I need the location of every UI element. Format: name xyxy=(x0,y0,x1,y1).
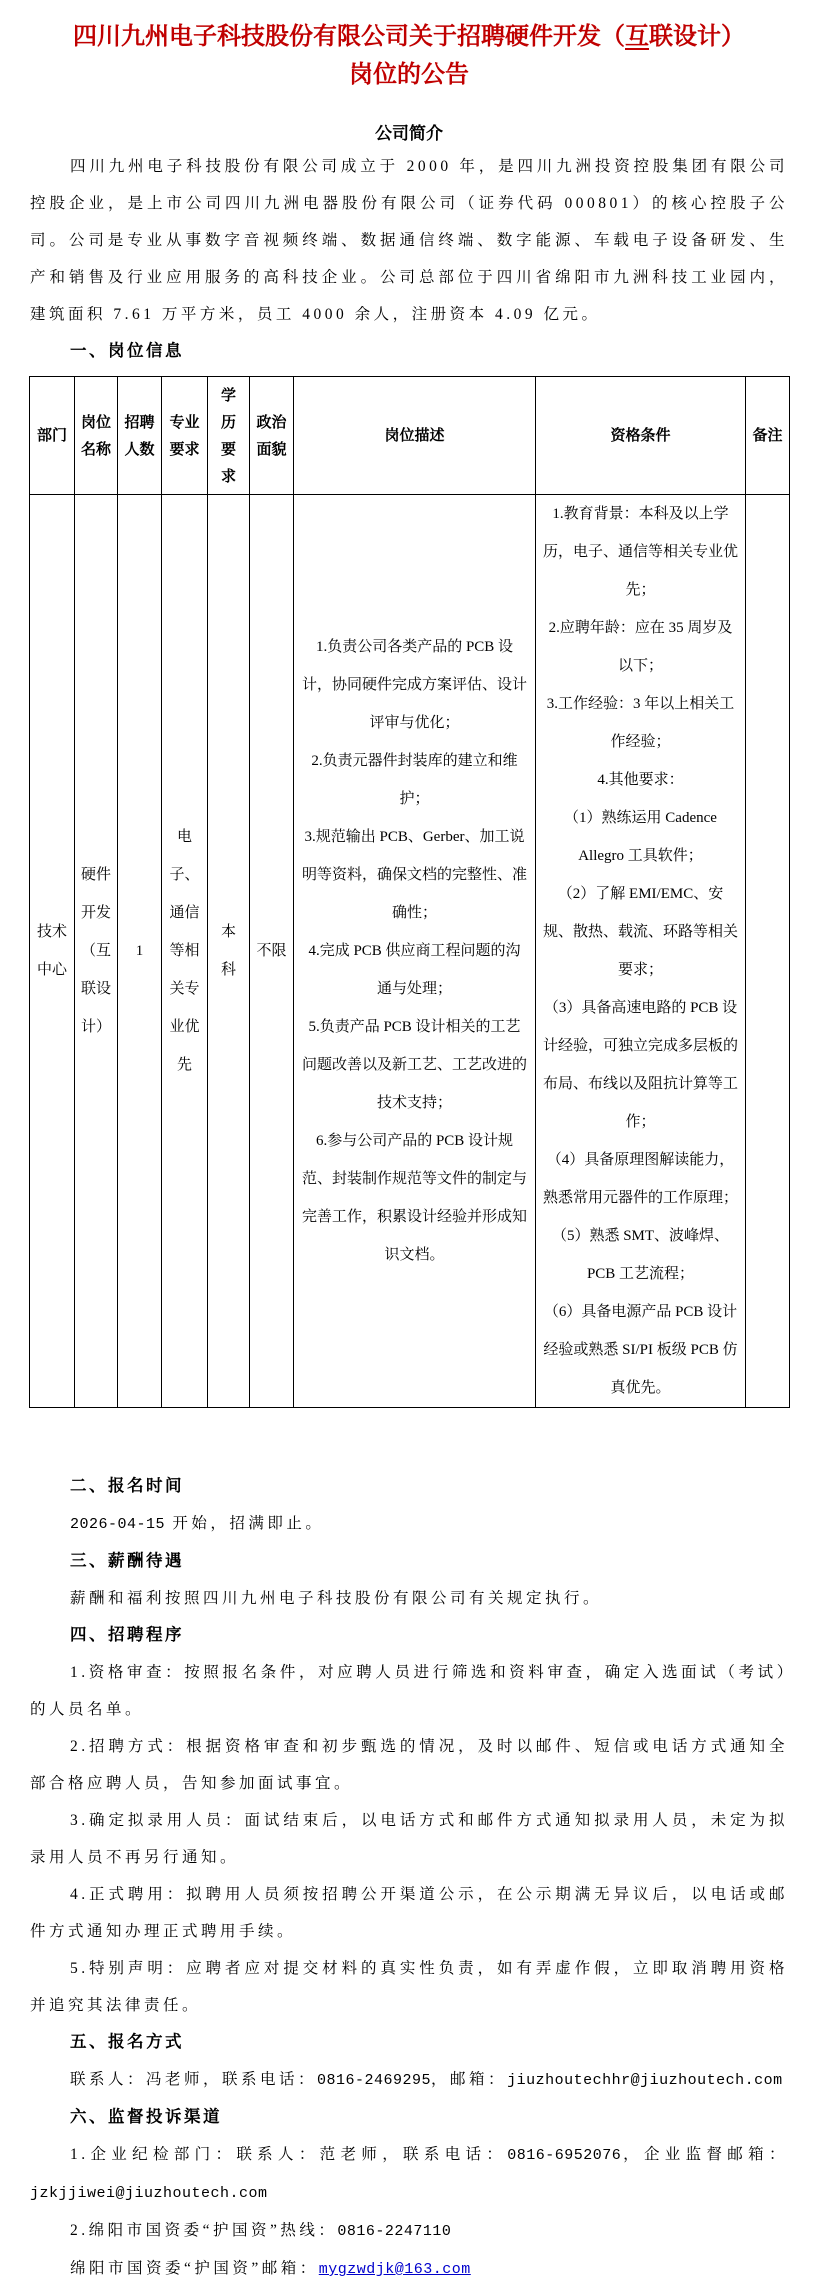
cell-paragraph: （5）熟悉 SMT、波峰焊、PCB 工艺流程； xyxy=(551,1228,730,1282)
cell-paragraph: 4.完成 PCB 供应商工程问题的沟通与处理； xyxy=(308,943,521,997)
title-underlined-char: 互 xyxy=(625,24,649,50)
cell-paragraph: （1）熟练运用 Cadence Allegro 工具软件； xyxy=(564,810,717,864)
document-sections xyxy=(0,1468,818,2288)
cell-major: 电子、通信等相关专业优先 xyxy=(162,495,208,1408)
spacer xyxy=(0,1408,818,1468)
job-info-table xyxy=(29,376,790,1408)
cell-paragraph: 5.负责产品 PCB 设计相关的工艺问题改善以及新工艺、工艺改进的技术支持； xyxy=(301,1019,527,1111)
cell-paragraph: （6）具备电源产品 PCB 设计经验或熟悉 SI/PI 板级 PCB 仿真优先。 xyxy=(543,1304,738,1396)
col-header-political-status: 政治面貌 xyxy=(250,377,294,495)
cell-paragraph: 4.其他要求： xyxy=(597,772,684,788)
procedure-item: 2.招聘方式：根据资格审查和初步甄选的情况，及时以邮件、短信或电话方式通知全部合格应聘人员，告知参加面试事宜。 xyxy=(30,1738,788,1792)
col-header-description: 岗位描述 xyxy=(294,377,536,495)
col-header-education: 学历要求 xyxy=(208,377,250,495)
section-heading-salary: 三、薪酬待遇 xyxy=(70,1552,184,1570)
contact-mid: ，邮箱： xyxy=(431,2071,508,2088)
contact-phone: 0816-2469295 xyxy=(317,2072,432,2089)
mailbox-prefix: 绵阳市国资委“护国资”邮箱： xyxy=(70,2260,319,2277)
page-title xyxy=(0,0,818,94)
cell-headcount: 1 xyxy=(118,495,162,1408)
hotline-prefix: 2.绵阳市国资委“护国资”热线： xyxy=(70,2222,338,2239)
supervision-email-link[interactable]: mygzwdjk@163.com xyxy=(318,2261,471,2278)
cell-remark xyxy=(746,495,790,1408)
salary-text: 薪酬和福利按照四川九州电子科技股份有限公司有关规定执行。 xyxy=(70,1590,603,1607)
cell-position: 硬件开发（互联设计） xyxy=(75,495,118,1408)
cell-education: 本科 xyxy=(208,495,250,1408)
table-header-row xyxy=(30,377,790,495)
section-heading-procedure: 四、招聘程序 xyxy=(70,1626,184,1644)
supervision-prefix: 1.企业纪检部门：联系人：范老师，联系电话： xyxy=(70,2146,508,2163)
apply-contact-line xyxy=(30,2061,788,2099)
title-text: 四川九州电子科技股份有限公司关于招聘硬件开发（ xyxy=(73,24,625,50)
col-header-qualifications: 资格条件 xyxy=(536,377,746,495)
section-heading-job-info: 一、岗位信息 xyxy=(70,342,184,360)
cell-paragraph: （4）具备原理图解读能力，熟悉常用元器件的工作原理； xyxy=(543,1152,739,1206)
title-text: 联设计） xyxy=(649,24,745,50)
cell-paragraph: 1.负责公司各类产品的 PCB 设计，协同硬件完成方案评估、设计评审与优化； xyxy=(301,639,527,731)
page-title-line1 xyxy=(0,18,818,56)
supervision-item-1 xyxy=(30,2136,788,2212)
cell-qualifications xyxy=(536,495,746,1408)
cell-paragraph: 6.参与公司产品的 PCB 设计规范、封装制作规范等文件的制定与完善工作，积累设计经验并形成知识文档。 xyxy=(301,1133,527,1263)
section-heading-signup-time: 二、报名时间 xyxy=(70,1477,184,1495)
signup-rest: 开始，招满即止。 xyxy=(165,1515,325,1532)
col-header-position: 岗位名称 xyxy=(75,377,118,495)
cell-paragraph: 1.教育背景：本科及以上学历，电子、通信等相关专业优先； xyxy=(543,506,739,598)
section-heading-apply-method: 五、报名方式 xyxy=(70,2033,184,2051)
procedure-item: 4.正式聘用：拟聘用人员须按招聘公开渠道公示，在公示期满无异议后，以电话或邮件方式通知办理正式聘用手续。 xyxy=(30,1886,788,1940)
supervision-mid: ，企业监督邮箱： xyxy=(621,2146,788,2163)
col-header-major: 专业要求 xyxy=(162,377,208,495)
cell-paragraph: 2.负责元器件封装库的建立和维护； xyxy=(311,753,518,807)
procedure-item: 5.特别声明：应聘者应对提交材料的真实性负责，如有弄虚作假，立即取消聘用资格并追究其法律责任。 xyxy=(30,1960,788,2014)
procedure-item: 1.资格审查：按照报名条件，对应聘人员进行筛选和资料审查，确定入选面试（考试）的人员名单。 xyxy=(30,1664,788,1718)
cell-department: 技术中心 xyxy=(30,495,75,1408)
cell-job-description xyxy=(294,495,536,1408)
supervision-email: jzkjjiwei@jiuzhoutech.com xyxy=(30,2185,268,2202)
cell-paragraph: 2.应聘年龄：应在 35 周岁及以下； xyxy=(548,620,733,674)
hotline-phone: 0816-2247110 xyxy=(337,2223,452,2240)
signup-time-text xyxy=(30,1505,788,1543)
table-row xyxy=(30,495,790,1408)
procedure-item: 3.确定拟录用人员：面试结束后，以电话方式和邮件方式通知拟录用人员，未定为拟录用人员不再另行通知。 xyxy=(30,1812,788,1866)
col-header-remark: 备注 xyxy=(746,377,790,495)
col-header-headcount: 招聘人数 xyxy=(118,377,162,495)
col-header-department: 部门 xyxy=(30,377,75,495)
company-intro-paragraph: 四川九州电子科技股份有限公司成立于 2000 年，是四川九洲投资控股集团有限公司控股企业，是上市公司四川九洲电器股份有限公司（证券代码 000801）的核心控股子公司。公司是专业从事数字音视频终端、数据通信终端、数字能源、车载电子设备研发、生产和销售及行业应用服务的高科技企业。公司总部位于四川省绵阳市九洲科技工业园内，建筑面积 7.61 万平方米，员工 4000 余人，注册资本 4.09 亿元。 xyxy=(30,158,788,323)
contact-email: jiuzhoutechhr@jiuzhoutech.com xyxy=(507,2072,783,2089)
cell-political-status: 不限 xyxy=(250,495,294,1408)
contact-prefix: 联系人：冯老师，联系电话： xyxy=(70,2071,318,2088)
page-title-line2: 岗位的公告 xyxy=(349,62,469,88)
cell-paragraph: 3.工作经验：3 年以上相关工作经验； xyxy=(546,696,735,750)
cell-paragraph: （2）了解 EMI/EMC、安规、散热、载流、环路等相关要求； xyxy=(543,886,739,978)
section-heading-supervision: 六、监督投诉渠道 xyxy=(70,2108,222,2126)
cell-paragraph: （3）具备高速电路的 PCB 设计经验，可独立完成多层板的布局、布线以及阻抗计算等工作； xyxy=(543,1000,739,1130)
supervision-item-3 xyxy=(30,2250,788,2288)
signup-date: 2026-04-15 xyxy=(70,1516,166,1533)
cell-paragraph: 3.规范输出 PCB、Gerber、加工说明等资料，确保文档的完整性、准确性； xyxy=(301,829,527,921)
company-intro-heading: 公司简介 xyxy=(375,124,443,143)
supervision-item-2 xyxy=(30,2212,788,2250)
supervision-phone: 0816-6952076 xyxy=(507,2147,622,2164)
